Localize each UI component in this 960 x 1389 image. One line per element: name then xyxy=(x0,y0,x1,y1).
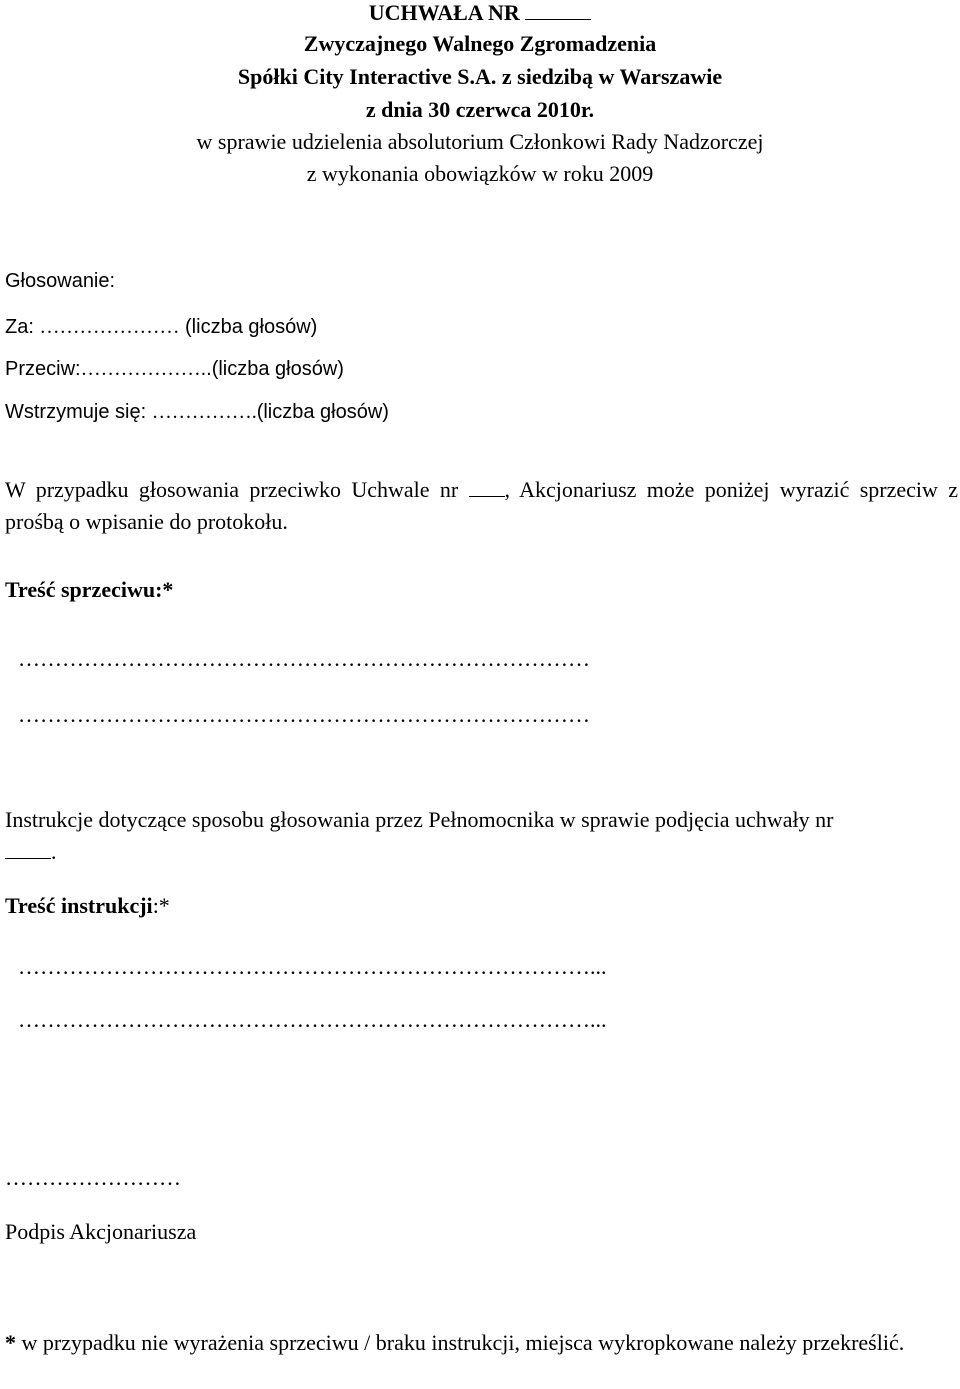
signature-label: Podpis Akcjonariusza xyxy=(5,1219,197,1244)
vote-for-row xyxy=(5,314,317,340)
instructions-dots-line: ……………………………………………………………………... xyxy=(18,1007,607,1032)
vote-for-suffix: (liczba głosów) xyxy=(179,316,318,338)
vote-against-suffix: ..(liczba głosów) xyxy=(200,358,344,380)
objection-dots-line: …………………………………………………………………… xyxy=(18,702,590,727)
instructions-dots-line: ……………………………………………………………………... xyxy=(18,954,607,979)
meeting-date: z dnia 30 czerwca 2010r. xyxy=(365,97,595,122)
objection-resolution-blank xyxy=(469,478,505,497)
meeting-name: Zwyczajnego Walnego Zgromadzenia xyxy=(303,31,657,56)
vote-against-dots: ……………… xyxy=(80,358,201,380)
instructions-paragraph: Instrukcje dotyczące sposobu głosowania przez Pełnomocnika w sprawie podjęcia uchwały nr . xyxy=(5,807,834,864)
signature-dots: …………………… xyxy=(5,1165,181,1190)
vote-abstain-suffix: (liczba głosów) xyxy=(256,401,389,423)
objection-dots-line: …………………………………………………………………… xyxy=(18,646,590,671)
resolution-title: UCHWAŁA NR xyxy=(0,0,960,26)
resolution-subject: w sprawie udzielenia absolutorium Członkowi Rady Nadzorczej xyxy=(196,129,764,154)
vote-for-dots: ………………… xyxy=(39,316,180,338)
resolution-number-blank xyxy=(525,1,591,20)
company-name: Spółki City Interactive S.A. z siedzibą w Warszawie xyxy=(237,64,723,89)
resolution-subject-cont: z wykonania obowiązków w roku 2009 xyxy=(306,161,654,186)
instructions-resolution-blank xyxy=(5,840,51,859)
footnote: * w przypadku nie wyrażenia sprzeciwu / braku instrukcji, miejsca wykropkowane należy przekreślić. xyxy=(5,1330,905,1355)
objection-paragraph: W przypadku głosowania przeciwko Uchwale nr , Akcjonariusz może poniżej wyrazić sprzeciw z prośbą o wpisanie do protokołu. xyxy=(5,477,959,534)
vote-against-label: Przeciw: xyxy=(5,358,81,380)
vote-abstain-row xyxy=(5,399,389,425)
voting-heading: Głosowanie: xyxy=(5,270,116,292)
instructions-heading: Treść instrukcji:* xyxy=(5,893,170,918)
vote-abstain-dots: ……………. xyxy=(151,401,257,423)
vote-for-label: Za: xyxy=(5,316,34,338)
vote-against-row xyxy=(5,356,344,382)
vote-abstain-label: Wstrzymuje się: xyxy=(5,401,152,423)
objection-heading: Treść sprzeciwu:* xyxy=(5,577,174,602)
